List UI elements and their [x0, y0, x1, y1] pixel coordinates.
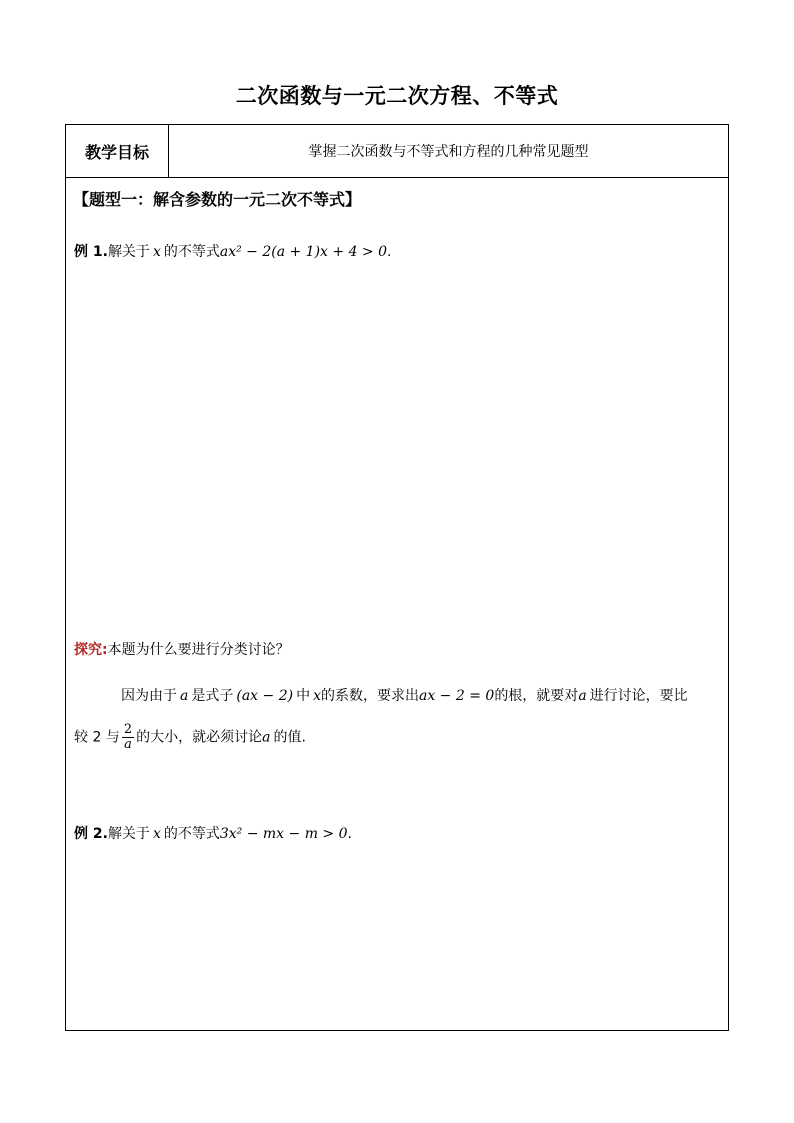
example-2-text-after: 的不等式 — [163, 826, 220, 842]
explore-var: a — [578, 688, 587, 704]
fraction-numerator: 2 — [123, 722, 133, 737]
example-2-formula: 3x² − mx − m > 0 — [219, 826, 348, 842]
fraction — [122, 723, 134, 752]
explore-paragraph-1 — [121, 685, 688, 705]
example-1-end: . — [387, 244, 392, 260]
objective-label: 教学目标 — [66, 125, 169, 177]
objective-row — [66, 125, 728, 178]
explore-text: 因为由于 — [121, 688, 177, 704]
explore-paragraph-2 — [74, 723, 306, 752]
explore-var: a — [262, 729, 271, 746]
example-1-formula: ax² − 2(a + 1)x + 4 > 0 — [219, 244, 388, 260]
page-title: 二次函数与一元二次方程、不等式 — [235, 84, 559, 108]
explore-expression: (ax − 2) — [236, 688, 294, 704]
explore-line — [74, 639, 290, 659]
example-1-text-before: 解关于 — [107, 244, 150, 260]
example-1 — [74, 241, 391, 261]
section-heading: 【题型一：解含参数的一元二次不等式】 — [73, 190, 362, 209]
lesson-sheet — [65, 124, 729, 1031]
explore-text: 中 — [296, 688, 311, 704]
example-2-end: . — [347, 826, 352, 842]
example-1-text-after: 的不等式 — [163, 244, 220, 260]
example-2-text-before: 解关于 — [107, 826, 150, 842]
explore-text: 的大小，就必须讨论 — [136, 729, 263, 746]
explore-text: 是式子 — [191, 688, 234, 704]
example-1-var: x — [152, 244, 161, 260]
fraction-denominator: a — [124, 737, 132, 752]
example-1-label: 例 1. — [74, 244, 108, 260]
example-2 — [74, 823, 352, 843]
explore-equation: ax − 2 = 0 — [418, 688, 495, 704]
explore-label: 探究: — [74, 642, 108, 658]
example-2-var: x — [152, 826, 161, 842]
explore-question: 本题为什么要进行分类讨论？ — [107, 642, 290, 658]
explore-text: 的系数，要求出 — [320, 688, 419, 704]
explore-text: 进行讨论，要比 — [589, 688, 688, 704]
explore-text: 较 2 与 — [74, 729, 120, 746]
explore-text: 的值. — [273, 729, 306, 746]
example-2-label: 例 2. — [74, 826, 108, 842]
explore-var: a — [180, 688, 189, 704]
explore-var: x — [313, 688, 321, 704]
explore-text: 的根，就要对 — [494, 688, 579, 704]
objective-value: 掌握二次函数与不等式和方程的几种常见题型 — [308, 144, 589, 160]
